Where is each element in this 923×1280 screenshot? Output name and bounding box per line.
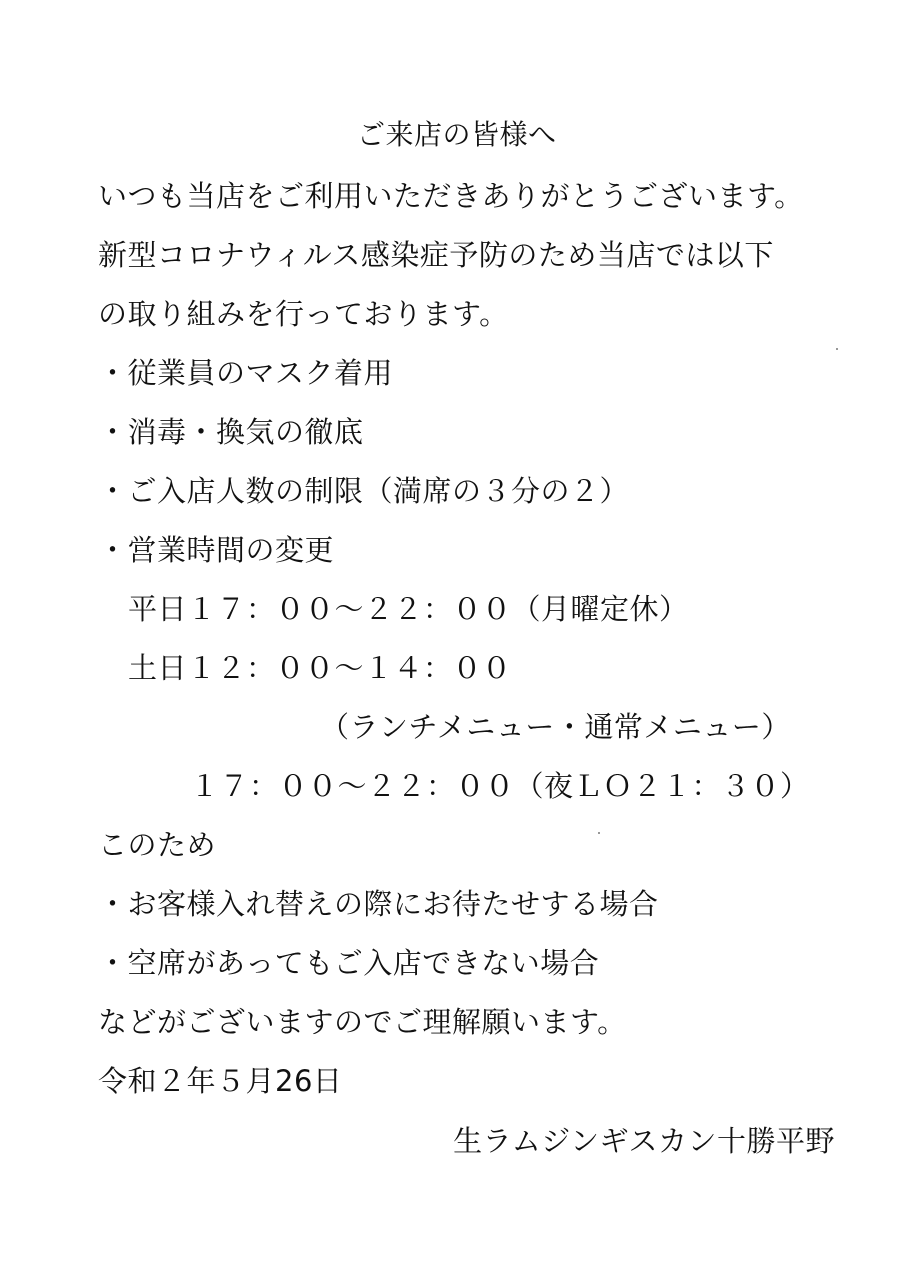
hours-weekend-lunch-note: （ランチメニュー・通常メニュー） [320, 710, 791, 744]
intro-line-2: の取り組みを行っております。 [98, 297, 509, 331]
measure-item-hours: ・営業時間の変更 [98, 533, 335, 567]
measure-item-disinfection: ・消毒・換気の徹底 [98, 415, 364, 449]
notice-date: 令和２年５月26日 [98, 1064, 343, 1098]
therefore-text: このため [98, 828, 217, 862]
hours-weekend-lunch: 土日１２：００～１４：００ [128, 651, 512, 685]
intro-line-1: 新型コロナウィルス感染症予防のため当店では以下 [98, 238, 774, 272]
store-signature: 生ラムジンギスカン十勝平野 [453, 1124, 835, 1158]
measure-item-capacity: ・ご入店人数の制限（満席の３分の２） [98, 474, 630, 508]
case-item-no-entry: ・空席があってもご入店できない場合 [98, 946, 600, 980]
scan-speck [598, 832, 600, 834]
hours-weekday: 平日１７：００～２２：００（月曜定休） [128, 592, 689, 626]
notice-heading: ご来店の皆様へ [357, 118, 557, 151]
case-item-waiting: ・お客様入れ替えの際にお待たせする場合 [98, 887, 659, 921]
hours-weekend-dinner: １７：００～２２：００（夜ＬＯ２１：３０） [190, 769, 810, 803]
greeting-text: いつも当店をご利用いただきありがとうございます。 [98, 179, 804, 213]
scan-speck [836, 348, 838, 350]
measure-item-masks: ・従業員のマスク着用 [98, 356, 394, 390]
closing-text: などがございますのでご理解願います。 [98, 1005, 627, 1039]
